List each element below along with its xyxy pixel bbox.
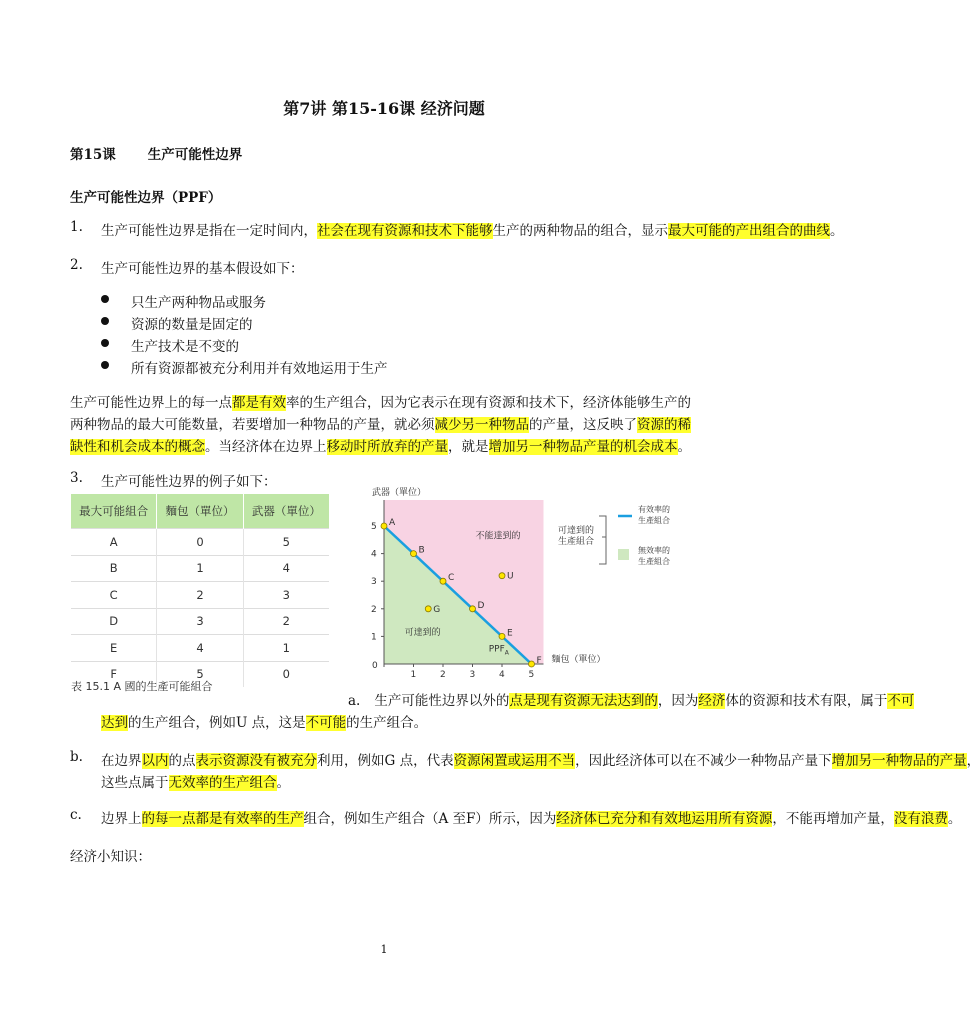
data-point xyxy=(425,606,431,612)
table-cell: F xyxy=(71,661,157,687)
data-point-label: D xyxy=(477,600,485,611)
text-span: 。 xyxy=(830,223,844,239)
item-text xyxy=(101,219,844,239)
bullet-dot xyxy=(101,361,109,369)
point-number: c. xyxy=(70,807,82,823)
table-cell: E xyxy=(71,635,157,662)
table-row xyxy=(71,635,329,662)
list-item: 所有资源都被充分利用并有效地运用于生产 xyxy=(131,361,388,377)
table-header: 武器（單位） xyxy=(243,494,329,529)
text-span: 率的生产组合，因为它表示在现有资源和技术下，经济体能够生产的两种物品的最大可能数量，若要增加一种物品的产量，就必须 xyxy=(70,395,691,433)
legend-bracket-label: 可達到的 xyxy=(558,526,595,536)
attainable-label: 可達到的 xyxy=(404,628,441,639)
table-cell: 1 xyxy=(157,555,243,582)
bullet-dot xyxy=(101,339,109,347)
lesson-title: 生产可能性边界 xyxy=(147,147,243,163)
page-title: 第7讲 第15-16课 经济问题 xyxy=(283,99,485,118)
list-item: 资源的数量是固定的 xyxy=(131,317,253,333)
y-tick-label: 4 xyxy=(371,549,377,560)
table-cell: 4 xyxy=(157,635,243,662)
x-tick-label: 3 xyxy=(469,670,476,680)
data-point-label: U xyxy=(507,571,514,582)
table-cell: 0 xyxy=(243,661,329,687)
data-point-label: C xyxy=(448,573,455,584)
data-point xyxy=(470,606,476,612)
highlight: 不可 xyxy=(887,693,915,709)
item-number: 2. xyxy=(70,257,83,273)
bullet-dot xyxy=(101,317,109,325)
data-point-label: A xyxy=(389,518,396,528)
table-row xyxy=(71,555,329,582)
table-cell: 3 xyxy=(157,608,243,635)
ppf-chart xyxy=(362,482,702,680)
highlight: 的每一点都是有效率的生产 xyxy=(141,811,304,827)
highlight: 资源闲置或运用不当 xyxy=(453,753,576,769)
text-span: ，因为 xyxy=(657,693,699,709)
text-span: 生产可能性边界是指在一定时间内， xyxy=(101,223,317,239)
highlight: 经济体已充分和有效地运用所有资源 xyxy=(556,811,773,827)
item-text: 生产可能性边界的基本假设如下： xyxy=(101,261,304,277)
x-tick-label: 4 xyxy=(499,670,505,680)
item-number: 1. xyxy=(70,219,83,235)
text-span: 边界上 xyxy=(101,811,142,827)
table-row xyxy=(71,608,329,635)
y-tick-label: 2 xyxy=(371,604,377,615)
list-item: 生产技术是不变的 xyxy=(131,339,239,355)
x-tick-label: 2 xyxy=(440,670,446,680)
text-span: 。 xyxy=(947,811,962,827)
point-a-line-2 xyxy=(101,711,427,731)
table-header-row xyxy=(71,494,329,529)
table-cell: 5 xyxy=(243,529,329,556)
data-point-label: G xyxy=(433,604,441,615)
x-axis-label: 麵包（單位） xyxy=(551,655,606,665)
point-number: b. xyxy=(70,749,83,765)
x-tick-label: 5 xyxy=(528,670,535,680)
table-row xyxy=(71,582,329,609)
unattainable-label: 不能達到的 xyxy=(475,531,521,542)
highlight: 达到 xyxy=(101,715,128,731)
highlight: 移动时所放弃的产量 xyxy=(326,439,448,455)
data-point xyxy=(440,578,446,584)
bullet-dot xyxy=(101,295,109,303)
highlight: 都是有效 xyxy=(232,395,286,411)
text-span: ，不能再增加产量， xyxy=(772,811,894,827)
data-point xyxy=(499,633,505,639)
legend-area-swatch xyxy=(618,549,629,560)
text-span: 。当经济体在边界上 xyxy=(205,439,327,455)
data-point xyxy=(499,573,505,579)
table-cell: C xyxy=(71,582,157,609)
data-point-label: B xyxy=(418,545,425,556)
footer-label: 经济小知识： xyxy=(70,849,151,865)
text-span: 在边界 xyxy=(101,753,142,769)
table-cell: B xyxy=(71,555,157,582)
highlight: 资源的稀缺性和机会成本的概念 xyxy=(70,417,691,455)
text-span: ， xyxy=(966,753,980,769)
table-cell: 5 xyxy=(157,661,243,687)
y-tick-label: 1 xyxy=(371,632,377,643)
highlight: 无效率的生产组合 xyxy=(168,775,277,791)
lesson-heading xyxy=(70,143,242,163)
highlight: 以内 xyxy=(141,753,169,769)
x-tick-label: 0 xyxy=(372,661,378,671)
point-b-line-2 xyxy=(101,771,290,791)
production-table xyxy=(71,494,329,687)
data-point xyxy=(381,523,387,529)
table-cell: A xyxy=(71,529,157,556)
table-cell: D xyxy=(71,608,157,635)
ppf-chart-svg xyxy=(362,482,702,680)
legend-line-label: 有效率的 xyxy=(638,505,670,514)
section-heading: 生产可能性边界（PPF） xyxy=(70,190,222,206)
chart-legend xyxy=(558,504,670,566)
point-c-text xyxy=(101,807,961,827)
point-b-line-1 xyxy=(101,749,980,769)
y-tick-label: 3 xyxy=(371,577,377,588)
text-span: 的生产组合。 xyxy=(346,715,428,731)
text-span: 。 xyxy=(276,775,290,791)
highlight: 社会在现有资源和技术下能够 xyxy=(317,223,493,239)
legend-area-label: 生產組合 xyxy=(638,557,670,566)
text-span: 。 xyxy=(677,439,691,455)
table-cell: 2 xyxy=(243,608,329,635)
item-number: 3. xyxy=(70,470,83,486)
highlight: 最大可能的产出组合的曲线 xyxy=(668,223,830,239)
text-span: 的生产组合，例如U 点，这是 xyxy=(128,715,306,731)
highlight: 表示资源没有被充分 xyxy=(195,753,317,769)
point-a-line-1 xyxy=(348,689,914,709)
lesson-number: 第15课 xyxy=(70,147,116,163)
table-header: 麵包（單位） xyxy=(157,494,243,529)
text-span: 生产的两种物品的组合，显示 xyxy=(492,223,668,239)
text-span: 组合，例如生产组合（A 至F）所示，因为 xyxy=(303,811,557,827)
data-point xyxy=(529,661,535,667)
text-span: 生产可能性边界上的每一点 xyxy=(70,395,232,411)
table-cell: 3 xyxy=(243,582,329,609)
legend-area-label: 無效率的 xyxy=(638,546,670,555)
table-header: 最大可能組合 xyxy=(71,494,157,529)
text-span: ，因此经济体可以在不减少一种物品产量下 xyxy=(575,753,832,769)
ppf-curve-label-main: PPF xyxy=(488,644,505,655)
text-span: 的产量，这反映了 xyxy=(529,417,637,433)
y-axis-label: 武器（單位） xyxy=(372,488,427,498)
highlight: 不可能 xyxy=(305,715,347,731)
y-tick-label: 5 xyxy=(371,522,377,532)
highlight: 增加另一种物品的产量 xyxy=(831,753,967,769)
legend-bracket-label: 生產組合 xyxy=(558,537,595,547)
text-span: 体的资源和技术有限，属于 xyxy=(725,693,888,709)
table-cell: 2 xyxy=(157,582,243,609)
table-caption: 表 15.1 A 國的生產可能組合 xyxy=(71,680,213,693)
data-point xyxy=(411,551,417,557)
legend-bracket xyxy=(599,516,606,564)
legend-line-label: 生產組合 xyxy=(638,516,670,525)
page-number: 1 xyxy=(380,943,388,956)
text-span: 利用，例如G 点，代表 xyxy=(317,753,454,769)
highlight: 经济 xyxy=(698,693,726,709)
data-point-label: E xyxy=(507,628,513,639)
table-cell: 4 xyxy=(243,555,329,582)
table-row xyxy=(71,529,329,556)
highlight: 增加另一种物品产量的机会成本 xyxy=(488,439,678,455)
highlight: 点是现有资源无法达到的 xyxy=(509,693,658,709)
x-tick-label: 1 xyxy=(410,670,417,680)
highlight: 减少另一种物品 xyxy=(434,417,529,433)
ppf-curve-label-sub: A xyxy=(504,649,509,657)
text-span: 生产可能性边界以外的 xyxy=(374,693,510,709)
text-span: ，就是 xyxy=(448,439,489,455)
text-span: 这些点属于 xyxy=(101,775,169,791)
list-item: 只生产两种物品或服务 xyxy=(131,295,266,311)
item-text: 生产可能性边界的例子如下： xyxy=(101,474,277,490)
data-point-label: F xyxy=(536,656,542,666)
assumption-list xyxy=(0,291,768,381)
table-cell: 0 xyxy=(157,529,243,556)
text-span: 的点 xyxy=(168,753,196,769)
table-cell: 1 xyxy=(243,635,329,662)
highlight: 没有浪费 xyxy=(893,811,948,827)
explanation-paragraph xyxy=(70,392,698,458)
point-number: a. xyxy=(348,693,361,709)
